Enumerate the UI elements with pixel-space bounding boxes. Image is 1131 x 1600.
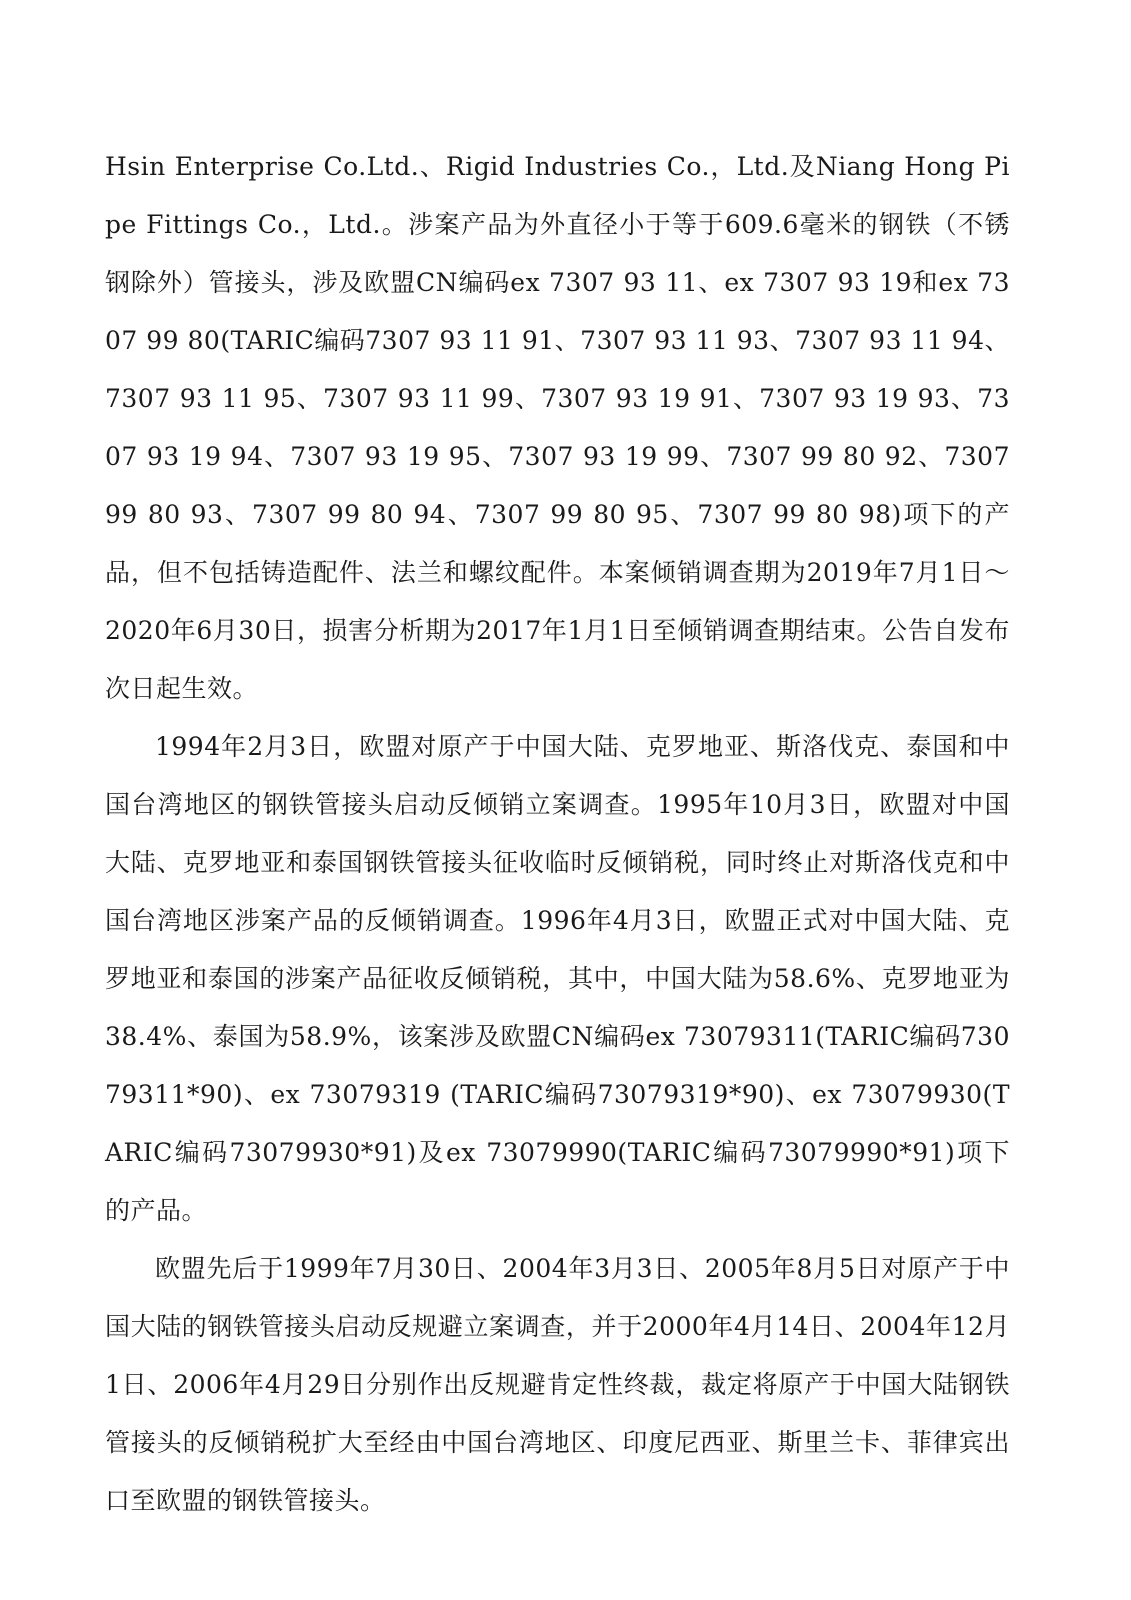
paragraph-continuation: Hsin Enterprise Co.Ltd.、Rigid Industries Co.，Ltd.及Niang Hong Pipe Fittings Co.，Ltd.。涉案产品为外直径小于等于609.6毫米的钢铁（不锈钢除外）管接头，涉及欧盟CN编码ex 7307 93 11、ex 7307 93 19和ex 7307 99 80(TARIC编码7307 93 11 91、7307 93 11 93、7307 93 11 94、7307 93 11 95、7307 93 11 99、7307 93 19 91、7307 93 19 93、7307 93 19 94、7307 93 19 95、7307 93 19 99、7307 99 80 92、7307 99 80 93、7307 99 80 94、7307 99 80 95、7307 99 80 98)项下的产品，但不包括铸造配件、法兰和螺纹配件。本案倾销调查期为2019年7月1日～2020年6月30日，损害分析期为2017年1月1日至倾销调查期结束。公告自发布次日起生效。 (105, 152, 1010, 703)
paragraph-anti-circumvention: 欧盟先后于1999年7月30日、2004年3月3日、2005年8月5日对原产于中国大陆的钢铁管接头启动反规避立案调查，并于2000年4月14日、2004年12月1日、2006年4月29日分别作出反规避肯定性终裁，裁定将原产于中国大陆钢铁管接头的反倾销税扩大至经由中国台湾地区、印度尼西亚、斯里兰卡、菲律宾出口至欧盟的钢铁管接头。 (105, 1254, 1010, 1515)
paragraph-1994-investigation: 1994年2月3日，欧盟对原产于中国大陆、克罗地亚、斯洛伐克、泰国和中国台湾地区的钢铁管接头启动反倾销立案调查。1995年10月3日，欧盟对中国大陆、克罗地亚和泰国钢铁管接头征收临时反倾销税，同时终止对斯洛伐克和中国台湾地区涉案产品的反倾销调查。1996年4月3日，欧盟正式对中国大陆、克罗地亚和泰国的涉案产品征收反倾销税，其中，中国大陆为58.6%、克罗地亚为38.4%、泰国为58.9%，该案涉及欧盟CN编码ex 73079311(TARIC编码73079311*90)、ex 73079319 (TARIC编码73079319*90)、ex 73079930(TARIC编码73079930*91)及ex 73079990(TARIC编码73079990*91)项下的产品。 (105, 732, 1010, 1225)
document-body (105, 138, 1010, 1530)
